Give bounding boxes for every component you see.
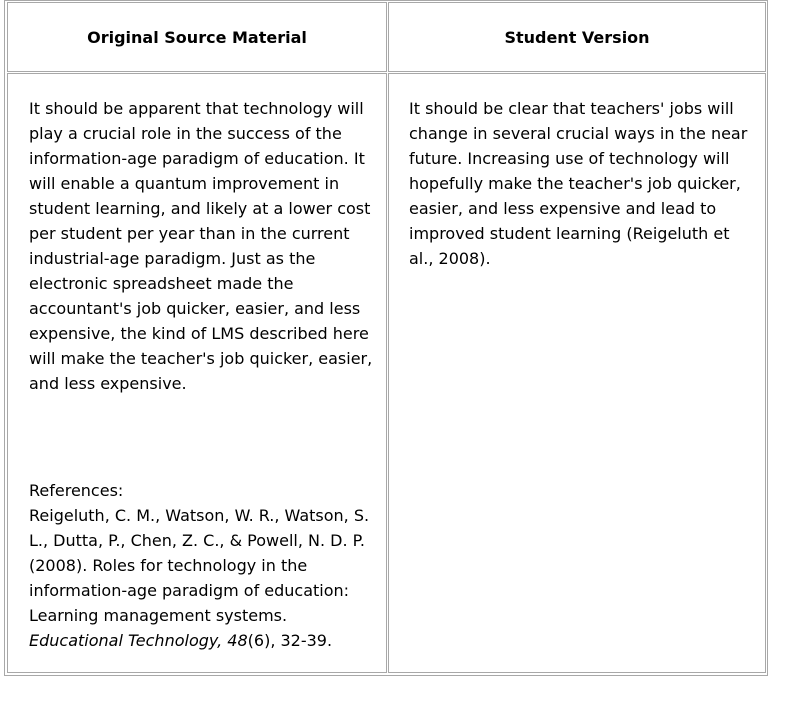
original-source-cell [7,73,387,673]
references [29,478,374,653]
reference-main: Reigeluth, C. M., Watson, W. R., Watson, S. L., Dutta, P., Chen, Z. C., & Powell, N. D. P. (2008). Roles for technology in the information-age paradigm of education: Learning management systems. [29,506,370,625]
header-original [7,2,387,72]
header-original-label: Original Source Material [87,28,307,47]
comparison-table [4,0,768,676]
student-paragraph: It should be clear that teachers' jobs will change in several crucial ways in the near future. Increasing use of technology will hopefully make the teacher's job quicker, easier, and less expensive and lead to improved student learning (Reigeluth et al., 2008). [409,99,748,268]
reference-issue: (6), 32-39. [247,631,333,650]
header-student [388,2,766,72]
reference-journal: Educational Technology, 48 [29,631,248,650]
reference-citation [29,503,374,653]
references-label: References: [29,481,124,500]
original-paragraph: It should be apparent that technology will play a crucial role in the success of the information-age paradigm of education. It will enable a quantum improvement in student learning, and likely at a lower cost per student per year than in the current industrial-age paradigm. Just as the electronic spreadsheet made the accountant's job quicker, easier, and less expensive, the kind of LMS described here will make the teacher's job quicker, easier, and less expensive. [29,99,373,393]
student-version-cell [388,73,766,673]
header-student-label: Student Version [504,28,650,47]
